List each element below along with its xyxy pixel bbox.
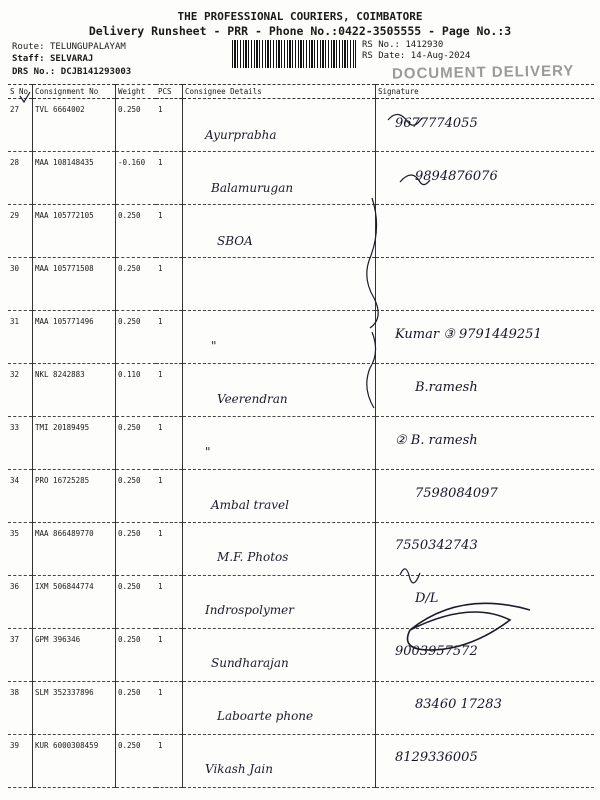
row-weight: 0.250 bbox=[116, 99, 157, 152]
row-consignment: PRO 16725285 bbox=[33, 470, 116, 523]
row-pcs: 1 bbox=[156, 152, 183, 205]
row-pcs: 1 bbox=[156, 417, 183, 470]
consignee-name: " bbox=[205, 444, 211, 459]
row-sno: 36 bbox=[8, 576, 33, 629]
row-weight: 0.250 bbox=[116, 311, 157, 364]
row-consignment: MAA 866489770 bbox=[33, 523, 116, 576]
signature-text: 7550342743 bbox=[395, 538, 478, 554]
signature-text: 9894876076 bbox=[415, 168, 498, 184]
signature-text: 8129336005 bbox=[395, 749, 478, 765]
row-pcs: 1 bbox=[156, 311, 183, 364]
consignee-name: M.F. Photos bbox=[217, 550, 289, 565]
consignee-name: Ambal travel bbox=[211, 497, 289, 512]
consignee-name: Veerendran bbox=[217, 392, 288, 406]
row-pcs: 1 bbox=[156, 99, 183, 152]
row-pcs: 1 bbox=[156, 682, 183, 735]
row-consignment: MAA 108148435 bbox=[33, 152, 116, 205]
row-sno: 28 bbox=[8, 152, 33, 205]
row-consignment: NKL 8242883 bbox=[33, 364, 116, 417]
consignee-name: Laboarte phone bbox=[217, 708, 314, 723]
staff-label: Staff: bbox=[12, 54, 45, 64]
drs-label: DRS No.: bbox=[12, 67, 56, 77]
row-pcs: 1 bbox=[156, 364, 183, 417]
row-consignment: TMI 20189495 bbox=[33, 417, 116, 470]
signature-text: 83460 17283 bbox=[415, 696, 502, 712]
row-weight: 0.250 bbox=[116, 417, 157, 470]
consignee-name: SBOA bbox=[217, 233, 253, 248]
staff-value: SELVARAJ bbox=[49, 54, 94, 64]
consignee-name: Sundharajan bbox=[211, 656, 289, 670]
row-pcs: 1 bbox=[156, 523, 183, 576]
col-weight: Weight bbox=[116, 85, 157, 99]
consignee-name: Ayurprabha bbox=[205, 128, 277, 142]
row-sno: 34 bbox=[8, 470, 33, 523]
row-sno: 38 bbox=[8, 682, 33, 735]
row-consignment: MAA 105772105 bbox=[33, 205, 116, 258]
row-weight: 0.250 bbox=[116, 258, 157, 311]
consignee-name: Vikash Jain bbox=[205, 761, 273, 776]
row-weight: 0.250 bbox=[116, 205, 157, 258]
route-value: TELUNGUPALAYAM bbox=[49, 42, 126, 52]
row-weight: 0.250 bbox=[116, 470, 157, 523]
company-name: THE PROFESSIONAL COURIERS, COIMBATORE bbox=[177, 10, 423, 23]
row-sno: 33 bbox=[8, 417, 33, 470]
signature-text: ② B. ramesh bbox=[395, 432, 478, 448]
col-consignment: Consignment No bbox=[33, 85, 116, 99]
rs-date-label: RS Date: bbox=[362, 51, 406, 61]
row-sno: 32 bbox=[8, 364, 33, 417]
consignee-name: " bbox=[211, 339, 217, 354]
row-weight: -0.160 bbox=[116, 152, 157, 205]
row-sno: 37 bbox=[8, 629, 33, 682]
row-pcs: 1 bbox=[156, 576, 183, 629]
rs-no-label: RS No.: bbox=[362, 40, 400, 50]
signature-text: 7598084097 bbox=[415, 485, 498, 501]
signature-text: Kumar ③ 9791449251 bbox=[395, 327, 542, 343]
row-pcs: 1 bbox=[156, 470, 183, 523]
drs-value: DCJB141293003 bbox=[60, 67, 132, 77]
signature-text: 9003957572 bbox=[395, 644, 478, 659]
col-pcs: PCS bbox=[156, 85, 183, 99]
col-signature: Signature bbox=[376, 85, 595, 99]
row-weight: 0.250 bbox=[116, 682, 157, 735]
consignee-name: Balamurugan bbox=[211, 180, 294, 195]
row-weight: 0.250 bbox=[116, 576, 157, 629]
rs-date-value: 14-Aug-2024 bbox=[410, 51, 471, 61]
col-sno: S No bbox=[8, 85, 33, 99]
signature-text: D/L bbox=[415, 591, 439, 607]
row-consignment: SLM 352337896 bbox=[33, 682, 116, 735]
row-weight: 0.110 bbox=[116, 364, 157, 417]
row-pcs: 1 bbox=[156, 735, 183, 788]
row-sno: 31 bbox=[8, 311, 33, 364]
route-label: Route: bbox=[12, 42, 45, 52]
signature-text: 9677774055 bbox=[395, 116, 478, 131]
runsheet-title: Delivery Runsheet - PRR - Phone No.:0422-3505555 - Page No.:3 bbox=[88, 24, 512, 38]
document-delivery-stamp: DOCUMENT DELIVERY bbox=[391, 62, 575, 83]
row-pcs: 1 bbox=[156, 205, 183, 258]
row-consignment: MAA 105771508 bbox=[33, 258, 116, 311]
row-sno: 30 bbox=[8, 258, 33, 311]
row-consignment: TVL 6664002 bbox=[33, 99, 116, 152]
row-consignment: GPM 396346 bbox=[33, 629, 116, 682]
row-consignment: MAA 105771496 bbox=[33, 311, 116, 364]
row-sno: 39 bbox=[8, 735, 33, 788]
row-sno: 35 bbox=[8, 523, 33, 576]
row-pcs: 1 bbox=[156, 258, 183, 311]
row-pcs: 1 bbox=[156, 629, 183, 682]
row-consignment: KUR 6000308459 bbox=[33, 735, 116, 788]
rs-no-value: 1412930 bbox=[405, 40, 444, 50]
signature-text: B.ramesh bbox=[415, 380, 478, 395]
row-weight: 0.250 bbox=[116, 629, 157, 682]
consignee-name: Indrospolymer bbox=[205, 603, 295, 618]
row-sno: 29 bbox=[8, 205, 33, 258]
row-sno: 27 bbox=[8, 99, 33, 152]
col-consignee: Consignee Details bbox=[183, 85, 376, 99]
row-consignment: IXM 506844774 bbox=[33, 576, 116, 629]
row-weight: 0.250 bbox=[116, 523, 157, 576]
row-weight: 0.250 bbox=[116, 735, 157, 788]
